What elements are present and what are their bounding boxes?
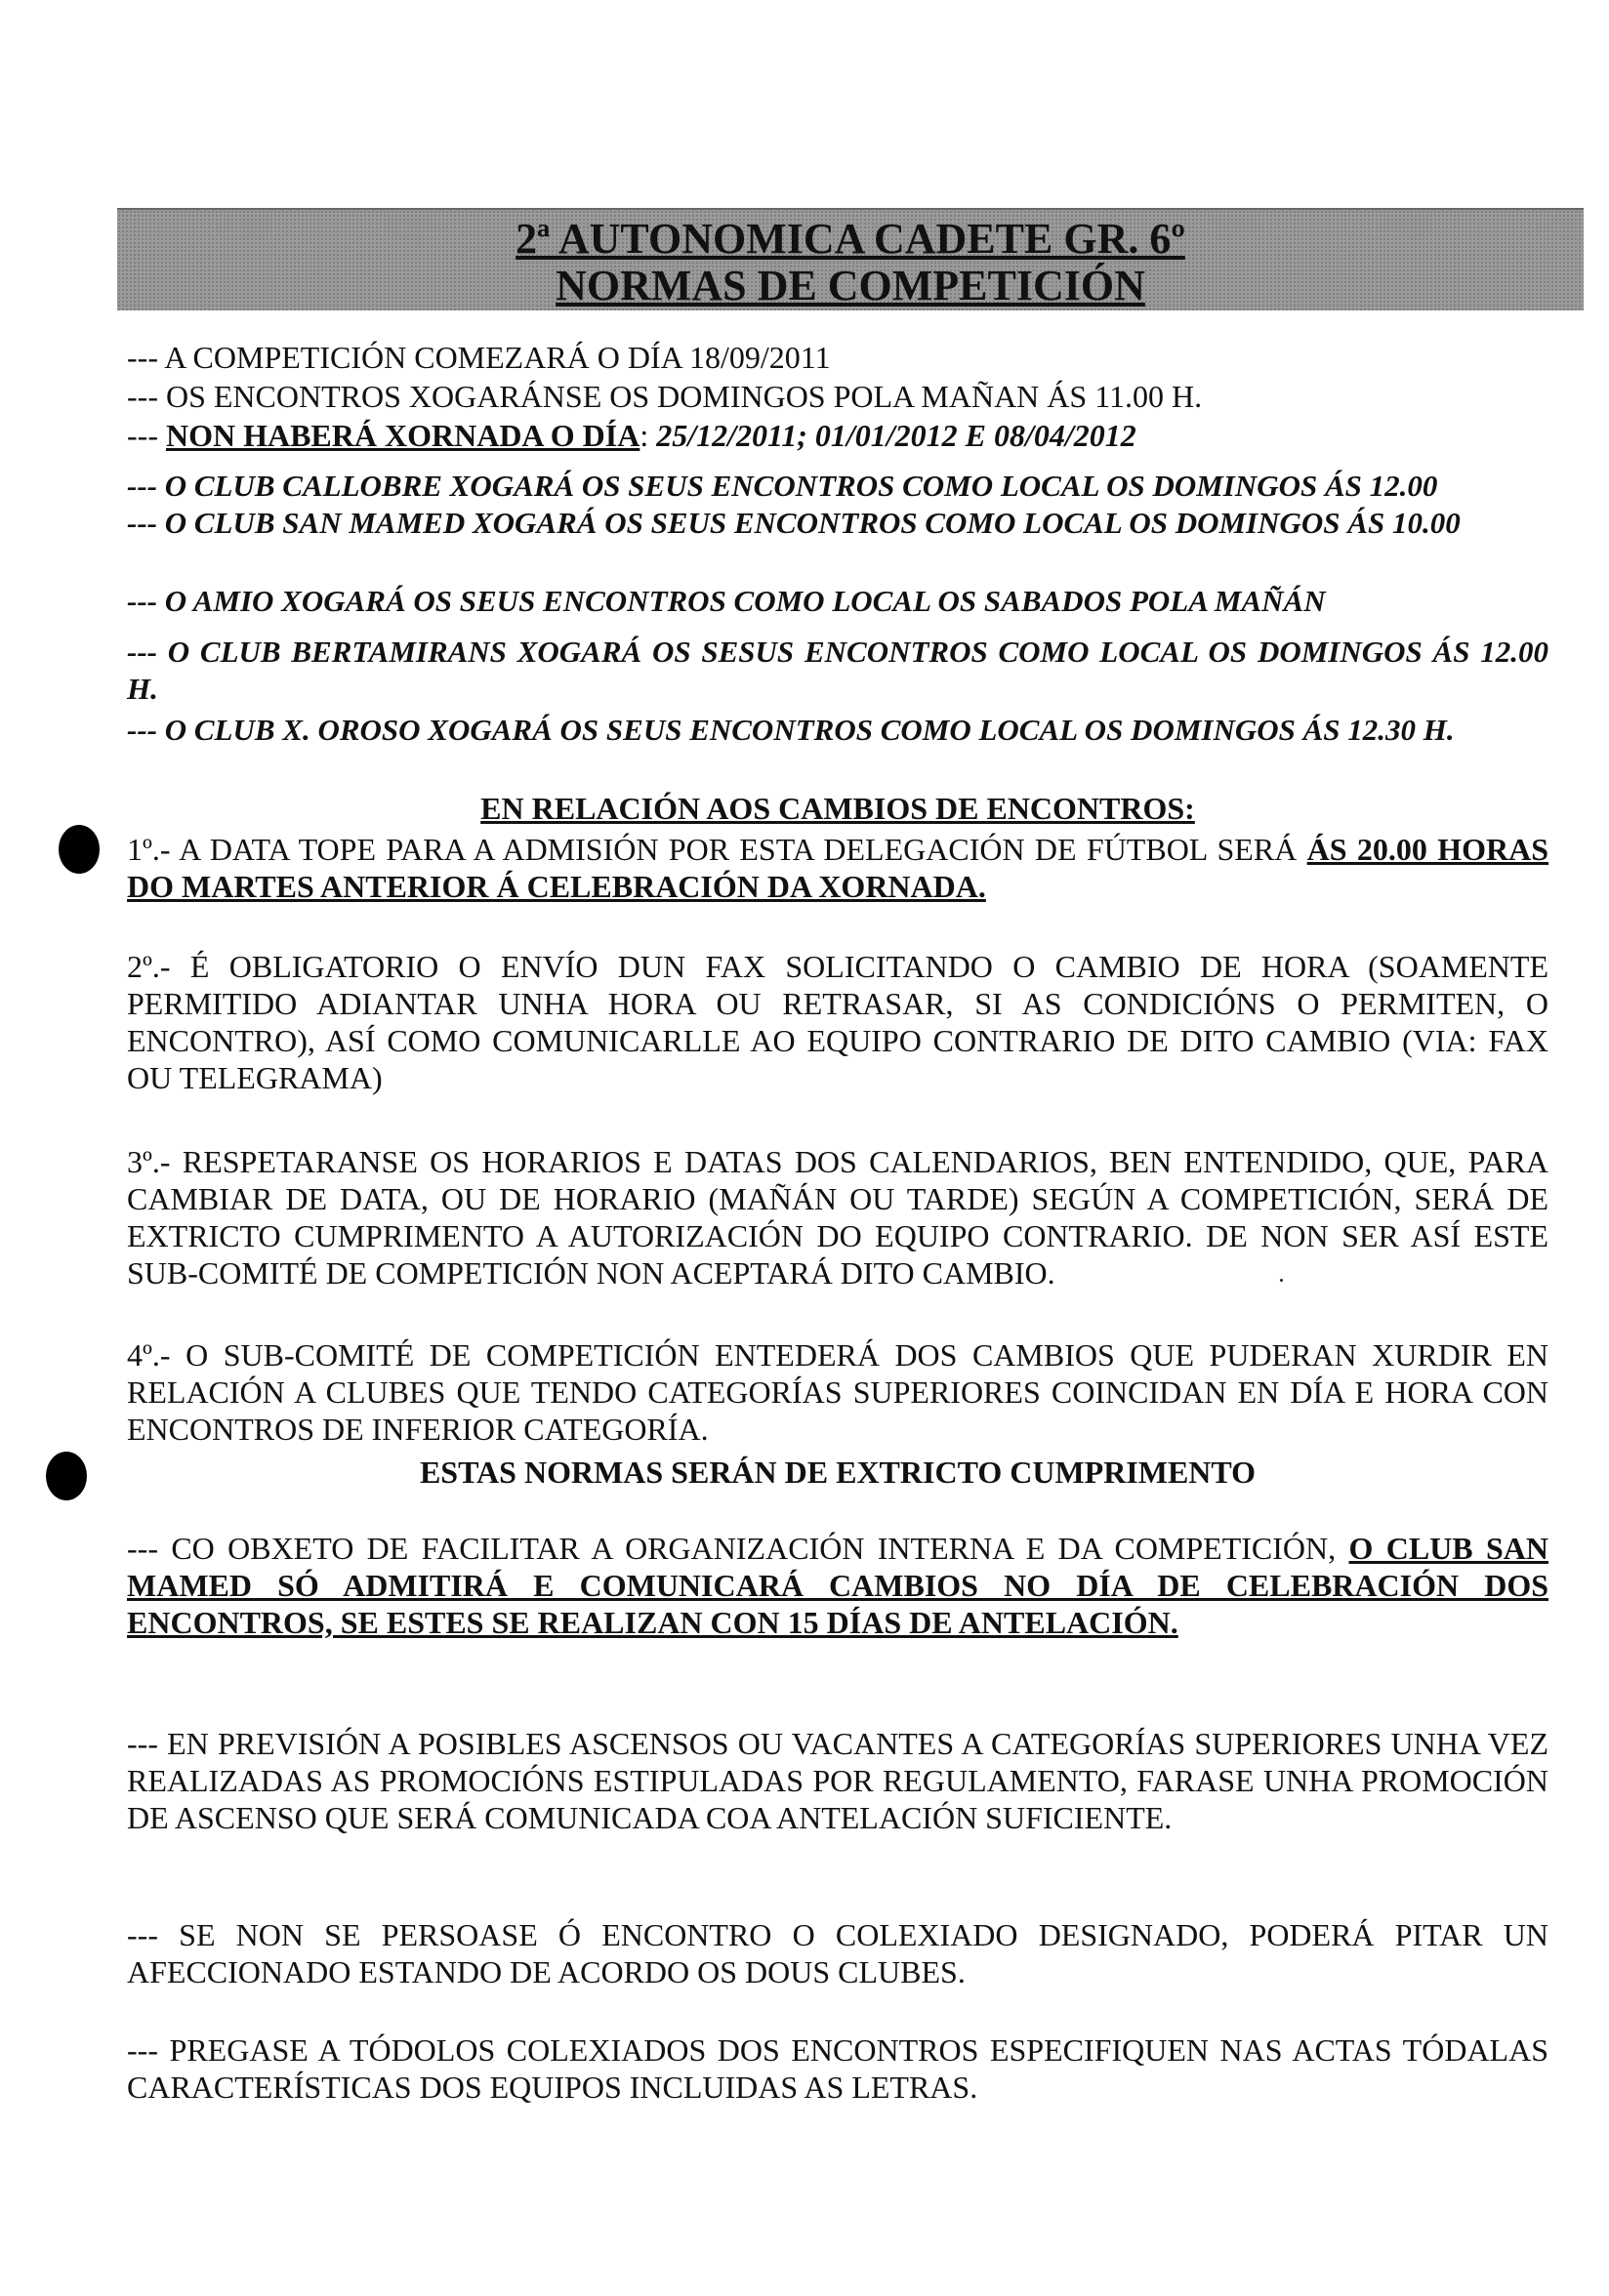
rule-1-deadline: ÁS 20.00 HORAS DO MARTES ANTERIOR Á CELEBRACIÓN DA XORNADA. (127, 832, 1549, 904)
rule-1-text: 1º.- A DATA TOPE PARA A ADMISIÓN POR ESTA DELEGACIÓN DE FÚTBOL SERÁ (127, 832, 1307, 867)
rule-2: 2º.- É OBLIGATORIO O ENVÍO DUN FAX SOLICITANDO O CAMBIO DE HORA (SOAMENTE PERMITIDO ADIANTAR UNHA HORA OU RETRASAR, SI AS CONDICIÓNS O PERMITEN, O ENCONTRO), ASÍ COMO COMUNICARLLE AO EQUIPO CONTRARIO DE DITO CAMBIO (VIA: FAX OU TELEGRAMA) (127, 949, 1548, 1095)
san-mamed-note (127, 1530, 1548, 1641)
title-line-2: NORMAS DE COMPETICIÓN (556, 262, 1145, 309)
rule-1 (127, 831, 1548, 905)
san-mamed-note-emph: O CLUB SAN MAMED SÓ ADMITIRÁ E COMUNICARÁ CAMBIOS NO DÍA DE CELEBRACIÓN DOS ENCONTROS, SE ESTES SE REALIZAN CON 15 DÍAS DE ANTELACIÓN. (127, 1531, 1549, 1640)
no-match-dates: 25/12/2011; 01/01/2012 E 08/04/2012 (656, 418, 1136, 453)
sunday-morning-line: --- OS ENCONTROS XOGARÁNSE OS DOMINGOS POLA MAÑAN ÁS 11.00 H. (127, 379, 1203, 414)
club-amio-line: --- O AMIO XOGARÁ OS SEUS ENCONTROS COMO LOCAL OS SABADOS POLA MAÑÁN (127, 584, 1326, 618)
no-match-label: NON HABERÁ XORNADA O DÍA (165, 418, 640, 453)
changes-heading: EN RELACIÓN AOS CAMBIOS DE ENCONTROS: (480, 791, 1195, 826)
letters-note: --- PREGASE A TÓDOLOS COLEXIADOS DOS ENCONTROS ESPECIFIQUEN NAS ACTAS TÓDALAS CARACTERÍSTICAS DOS EQUIPOS INCLUIDAS AS LETRAS. (127, 2032, 1548, 2105)
title-line-1: 2ª AUTONOMICA CADETE GR. 6º (516, 215, 1185, 263)
title-banner (117, 208, 1584, 310)
san-mamed-note-text: --- CO OBXETO DE FACILITAR A ORGANIZACIÓN INTERNA E DA COMPETICIÓN, (127, 1531, 1349, 1566)
no-match-prefix: --- (127, 418, 166, 453)
rule-4: 4º.- O SUB-COMITÉ DE COMPETICIÓN ENTEDERÁ DOS CAMBIOS QUE PUDERAN XURDIR EN RELACIÓN A CLUBES QUE TENDO CATEGORÍAS SUPERIORES COINCIDAN EN DÍA E HORA CON ENCONTROS DE INFERIOR CATEGORÍA. (127, 1337, 1548, 1447)
no-match-colon: : (639, 418, 657, 453)
club-callobre-line: --- O CLUB CALLOBRE XOGARÁ OS SEUS ENCONTROS COMO LOCAL OS DOMINGOS ÁS 12.00 (127, 469, 1438, 503)
start-date-line: --- A COMPETICIÓN COMEZARÁ O DÍA 18/09/2011 (127, 340, 831, 375)
rule-3: 3º.- RESPETARANSE OS HORARIOS E DATAS DOS CALENDARIOS, BEN ENTENDIDO, QUE, PARA CAMBIAR DE DATA, OU DE HORARIO (MAÑÁN OU TARDE) SEGÚN A COMPETICIÓN, SERÁ DE EXTRICTO CUMPRIMENTO A AUTORIZACIÓN DO EQUIPO CONTRARIO. DE NON SER ASÍ ESTE SUB-COMITÉ DE COMPETICIÓN NON ACEPTARÁ DITO CAMBIO. (127, 1144, 1548, 1291)
strict-heading: ESTAS NORMAS SERÁN DE EXTRICTO CUMPRIMENTO (419, 1455, 1257, 1490)
referee-note: --- SE NON SE PERSOASE Ó ENCONTRO O COLEXIADO DESIGNADO, PODERÁ PITAR UN AFECCIONADO ESTANDO DE ACORDO OS DOUS CLUBES. (127, 1917, 1548, 1989)
no-match-line (127, 417, 1548, 454)
club-bertamirans-line: --- O CLUB BERTAMIRANS XOGARÁ OS SESUS ENCONTROS COMO LOCAL OS DOMINGOS ÁS 12.00 H. (127, 635, 1548, 706)
speck (1280, 1279, 1283, 1282)
punch-hole (46, 1452, 87, 1500)
club-oroso-line: --- O CLUB X. OROSO XOGARÁ OS SEUS ENCONTROS COMO LOCAL OS DOMINGOS ÁS 12.30 H. (127, 713, 1455, 747)
promotion-note: --- EN PREVISIÓN A POSIBLES ASCENSOS OU VACANTES A CATEGORÍAS SUPERIORES UNHA VEZ REALIZADAS AS PROMOCIÓNS ESTIPULADAS POR REGULAMENTO, FARASE UNHA PROMOCIÓN DE ASCENSO QUE SERÁ COMUNICADA COA ANTELACIÓN SUFICIENTE. (127, 1726, 1548, 1835)
punch-hole (59, 825, 100, 874)
club-san-mamed-line: --- O CLUB SAN MAMED XOGARÁ OS SEUS ENCONTROS COMO LOCAL OS DOMINGOS ÁS 10.00 (127, 506, 1461, 540)
